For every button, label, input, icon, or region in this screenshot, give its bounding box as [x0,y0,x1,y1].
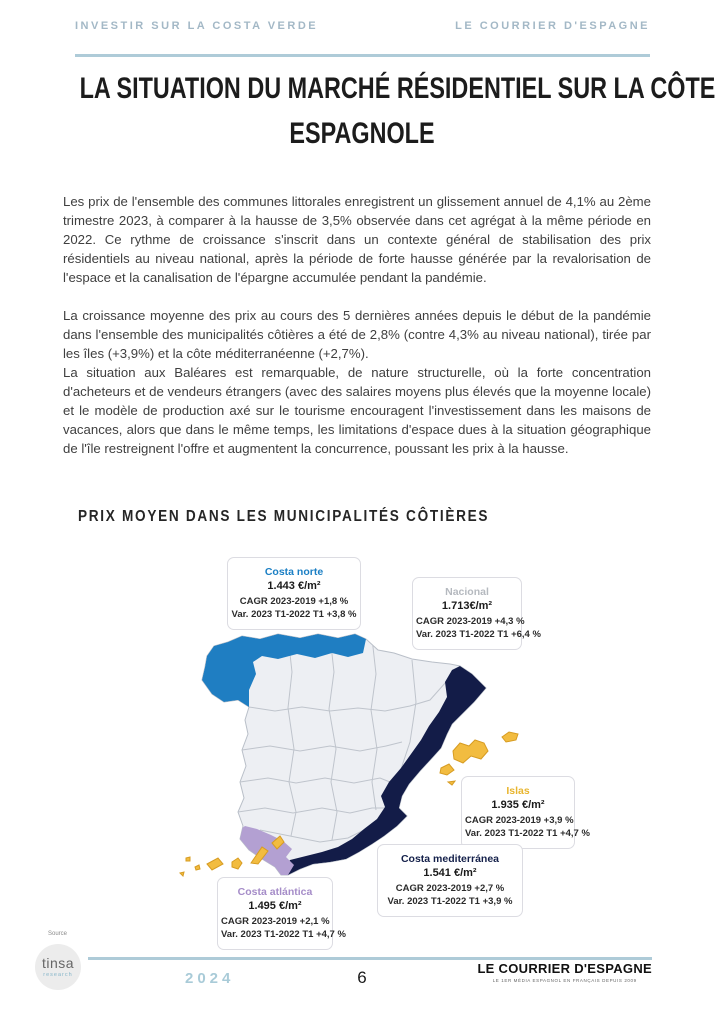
menorca-island [502,732,518,742]
callout-cagr: CAGR 2023-2019 +2,1 % [221,915,330,927]
page-title [0,66,724,156]
callout-price: 1.935 €/m² [491,799,545,812]
callout-price: 1.495 €/m² [248,900,302,913]
page-title-line2: ESPAGNOLE [289,117,435,150]
la-palma-island [186,857,190,861]
callout-price: 1.713€/m² [441,600,493,613]
footer-year: 2024 [185,970,235,987]
brand-logo [477,961,652,983]
brand-name: LE COURRIER D'ESPAGNE [477,961,652,976]
section-heading: PRIX MOYEN DANS LES MUNICIPALITÉS CÔTIÈRES [78,508,490,525]
article-body [63,192,651,458]
callout-islas [461,776,590,849]
callout-cagr: CAGR 2023-2019 +1,8 % [239,595,349,607]
paragraph-1: Les prix de l'ensemble des communes littorales enregistrent un glissement annuel de 4,1% au 2ème trimestre 2023, à comparer à la hausse de 3,5% observée dans cet agrégat à la même période en 2022. Ce rythme de croissance s'inscrit dans un contexte général de stabilisation des prix résidentiels au niveau national, après la période de forte hausse générée par la revalorisation de l'espace et la canalisation de l'épargne accumulée pendant la pandémie. [63,194,651,285]
header-left-title: INVESTIR SUR LA COSTA VERDE [75,20,319,32]
tinsa-logo-text: tinsa [41,955,75,971]
tenerife-island [207,858,223,870]
callout-title: Costa atlántica [237,886,313,898]
callout-title: Costa norte [264,566,324,578]
callout-cagr: CAGR 2023-2019 +3,9 % [465,814,574,826]
header-rule [75,54,650,57]
callout-nacional [412,577,541,650]
callout-var: Var. 2023 T1-2022 T1 +4,7 % [221,928,346,940]
callout-var: Var. 2023 T1-2022 T1 +4,7 % [465,827,590,839]
callout-cagr: CAGR 2023-2019 +2,7 % [395,882,505,894]
footer-rule [88,957,652,960]
callout-costa-atlantica [217,877,346,950]
callout-price: 1.443 €/m² [267,580,321,593]
paragraph-3: La situation aux Baléares est remarquable, de nature structurelle, où la forte concentration d'acheteurs et de vendeurs étrangers (avec des salaires moyens plus élevés que la moyenne locale) et le modèle de production axé sur le tourisme encouragent l'investissement dans les maisons de vacances, alors que dans le même temps, les limitations d'espace dues à la situation géographique de l'île restreignent l'offre et augmentent la concurrence, poussant les prix à la hausse. [63,365,651,456]
mallorca-island [453,740,488,763]
la-gomera-island [195,865,200,870]
el-hierro-island [180,872,184,876]
formentera-island [448,781,455,785]
callout-costa-mediterranea [377,844,523,917]
page-number: 6 [357,968,367,987]
source-label: Source [48,931,68,937]
callout-title: Islas [506,785,530,797]
callout-var: Var. 2023 T1-2022 T1 +6,4 % [416,628,541,640]
callout-var: Var. 2023 T1-2022 T1 +3,9 % [387,895,513,907]
callout-title: Nacional [445,586,489,598]
callout-title: Costa mediterránea [400,853,500,865]
header-right-title: LE COURRIER D'ESPAGNE [455,20,650,32]
gran-canaria-island [232,858,242,869]
page-title-line1: LA SITUATION DU MARCHÉ RÉSIDENTIEL SUR LA CÔTE [79,72,716,105]
paragraph-2: La croissance moyenne des prix au cours des 5 dernières années depuis le début de la pandémie dans l'ensemble des municipalités côtières a été de 2,8% (contre 4,3% au niveau national), tirée par les îles (+3,9%) et la côte méditerranéenne (+2,7%). [63,308,651,361]
callout-var: Var. 2023 T1-2022 T1 +3,8 % [231,608,357,620]
tinsa-logo [35,944,81,990]
tinsa-logo-subtext: research [43,972,73,978]
ibiza-island [440,764,454,775]
callout-costa-norte [227,557,361,630]
callout-price: 1.541 €/m² [423,867,477,880]
brand-tagline: LE 1ER MÉDIA ESPAGNOL EN FRANÇAIS DEPUIS 2009 [492,978,637,983]
callout-cagr: CAGR 2023-2019 +4,3 % [416,615,525,627]
